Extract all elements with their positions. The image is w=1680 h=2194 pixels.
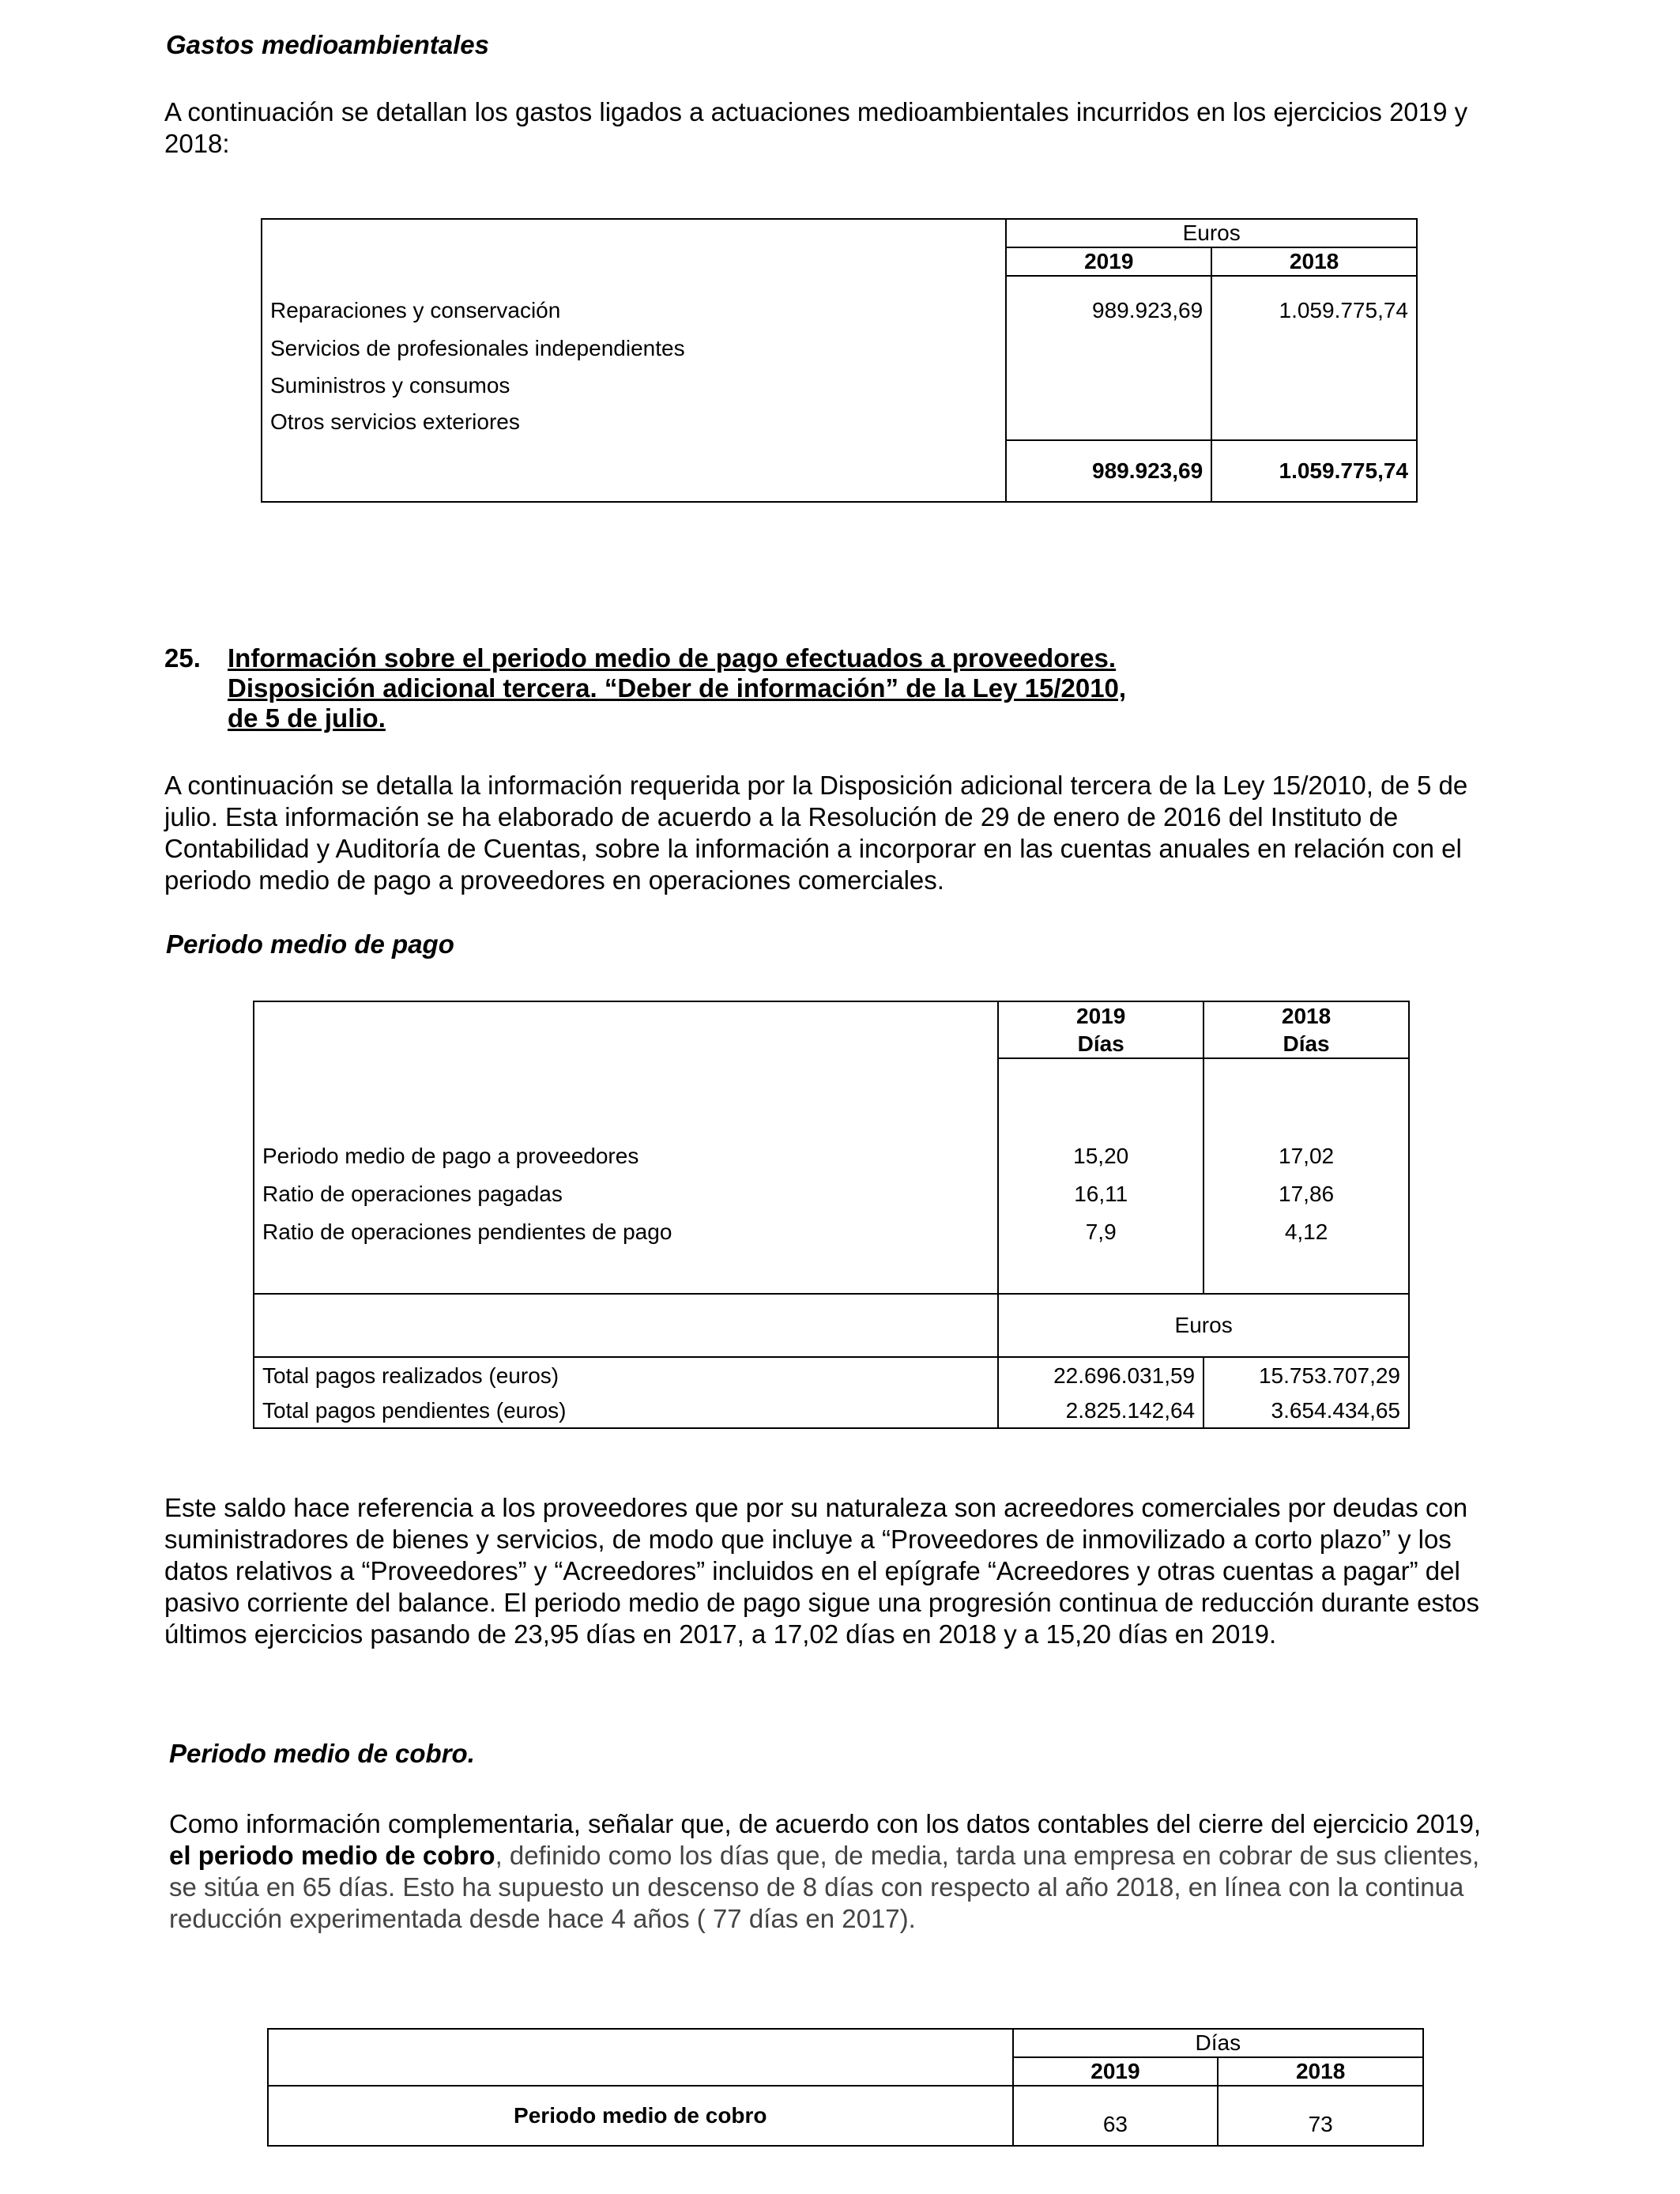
year-header-2019: 2019 xyxy=(1013,2057,1219,2086)
paragraph-line: julio. Esta información se ha elaborado de acuerdo a la Resolución de 29 de enero de 2016 del Instituto de xyxy=(164,802,1399,831)
section-title xyxy=(228,643,1126,733)
table-cell-2018: 17,86 xyxy=(1279,1182,1335,1206)
table-cell-2019: 989.923,69 xyxy=(1006,292,1211,330)
table-row-label: Otros servicios exteriores xyxy=(262,404,1006,440)
table-row-label: Total pagos pendientes (euros) xyxy=(254,1393,998,1428)
section-heading-gastos: Gastos medioambientales xyxy=(166,30,489,59)
section-title-line: Información sobre el periodo medio de pago efectuados a proveedores. xyxy=(228,643,1117,673)
table-cell-2018 xyxy=(1211,404,1417,440)
table-row-label: Periodo medio de cobro xyxy=(268,2086,1013,2146)
table-row-label: Servicios de profesionales independientes xyxy=(262,330,1006,368)
days-header: Días xyxy=(1203,1030,1409,1058)
table-cell-2018: 3.654.434,65 xyxy=(1271,1397,1400,1423)
law-paragraph xyxy=(164,770,1512,896)
intro-paragraph xyxy=(164,96,1512,160)
table-cell-2018: 15.753.707,29 xyxy=(1203,1357,1409,1393)
paragraph-line: Contabilidad y Auditoría de Cuentas, sobre la información a incorporar en las cuentas anuales en relación con el xyxy=(164,834,1462,863)
section-number: 25. xyxy=(164,643,201,673)
payment-period-table xyxy=(253,1001,1410,1429)
table-cell-2019: 2.825.142,64 xyxy=(998,1393,1203,1428)
table-cell-2018: 73 xyxy=(1308,2112,1333,2136)
paragraph-line: se sitúa en 65 días. Esto ha supuesto un descenso de 8 días con respecto al año 2018, en línea con la continua xyxy=(169,1872,1464,1902)
paragraph-line xyxy=(169,1840,1519,1872)
section-title-line: de 5 de julio. xyxy=(228,703,386,733)
table-row-label: Total pagos realizados (euros) xyxy=(254,1357,998,1393)
table-cell-2019: 22.696.031,59 xyxy=(998,1357,1203,1393)
supplier-balance-paragraph xyxy=(164,1492,1512,1650)
table-cell-2019: 7,9 xyxy=(998,1213,1203,1251)
table-cell-2019 xyxy=(1006,330,1211,368)
table-row-label: Reparaciones y conservación xyxy=(262,292,1006,330)
section-title-line: Disposición adicional tercera. “Deber de información” de la Ley 15/2010, xyxy=(228,673,1127,703)
table-row-label: Ratio de operaciones pagadas xyxy=(254,1175,998,1213)
table-row-label: Ratio de operaciones pendientes de pago xyxy=(254,1213,998,1251)
table-cell-2018: 17,02 xyxy=(1279,1144,1335,1168)
paragraph-line: datos relativos a “Proveedores” y “Acreedores” incluidos en el epígrafe “Acreedores y otras cuentas a pagar” del xyxy=(164,1556,1460,1585)
year-header-2018: 2018 xyxy=(1218,2057,1423,2086)
total-2019: 989.923,69 xyxy=(1006,440,1211,502)
paragraph-line: Como información complementaria, señalar que, de acuerdo con los datos contables del cierre del ejercicio 2019, xyxy=(169,1809,1482,1838)
collection-paragraph xyxy=(169,1808,1519,1935)
table-cell-2019: 16,11 xyxy=(998,1175,1203,1213)
paragraph-line: periodo medio de pago a proveedores en operaciones comerciales. xyxy=(164,865,944,895)
year-header-2018: 2018 xyxy=(1211,247,1417,276)
paragraph-line: A continuación se detalla la información requerida por la Disposición adicional tercera de la Ley 15/2010, de 5 de xyxy=(164,771,1468,800)
table-cell-2019: 15,20 xyxy=(998,1137,1203,1175)
table-cell-2018: 1.059.775,74 xyxy=(1279,298,1408,322)
unit-header: Euros xyxy=(1182,221,1241,245)
table-cell-2019 xyxy=(1006,368,1211,404)
table-cell-2018 xyxy=(1211,368,1417,404)
year-header-2019: 2019 xyxy=(1006,247,1211,276)
paragraph-line: suministradores de bienes y servicios, de modo que incluye a “Proveedores de inmovilizado a corto plazo” y los xyxy=(164,1525,1452,1554)
subheading-periodo-cobro: Periodo medio de cobro. xyxy=(169,1739,475,1768)
euros-header: Euros xyxy=(998,1294,1409,1357)
table-cell-2019 xyxy=(1006,404,1211,440)
table-cell-2018: 4,12 xyxy=(1284,1220,1328,1244)
subheading-periodo-pago: Periodo medio de pago xyxy=(166,929,454,959)
table-cell-2019: 63 xyxy=(1013,2086,1219,2146)
table-row-label: Periodo medio de pago a proveedores xyxy=(254,1137,998,1175)
year-header-2019: 2019 xyxy=(998,1001,1203,1030)
days-header: Días xyxy=(998,1030,1203,1058)
intro-line: 2018: xyxy=(164,129,230,158)
year-header-2018: 2018 xyxy=(1281,1003,1332,1028)
days-header: Días xyxy=(1195,2030,1241,2055)
table-cell-2018 xyxy=(1211,330,1417,368)
paragraph-line: Este saldo hace referencia a los proveedores que por su naturaleza son acreedores comerciales por deudas con xyxy=(164,1493,1468,1522)
paragraph-line: últimos ejercicios pasando de 23,95 días en 2017, a 17,02 días en 2018 y a 15,20 días en 2019. xyxy=(164,1619,1277,1649)
collection-period-table xyxy=(267,2028,1424,2147)
paragraph-text: , definido como los días que, de media, tarda una empresa en cobrar de sus clientes, xyxy=(495,1841,1480,1870)
paragraph-line: reducción experimentada desde hace 4 años ( 77 días en 2017). xyxy=(169,1904,916,1933)
paragraph-line: pasivo corriente del balance. El periodo medio de pago sigue una progresión continua de reducción durante estos xyxy=(164,1588,1479,1617)
intro-line: A continuación se detallan los gastos ligados a actuaciones medioambientales incurridos en los ejercicios 2019 y xyxy=(164,97,1468,126)
environmental-expenses-table xyxy=(261,218,1418,503)
bold-phrase: el periodo medio de cobro xyxy=(169,1841,495,1870)
total-2018: 1.059.775,74 xyxy=(1211,440,1417,502)
table-row-label: Suministros y consumos xyxy=(262,368,1006,404)
